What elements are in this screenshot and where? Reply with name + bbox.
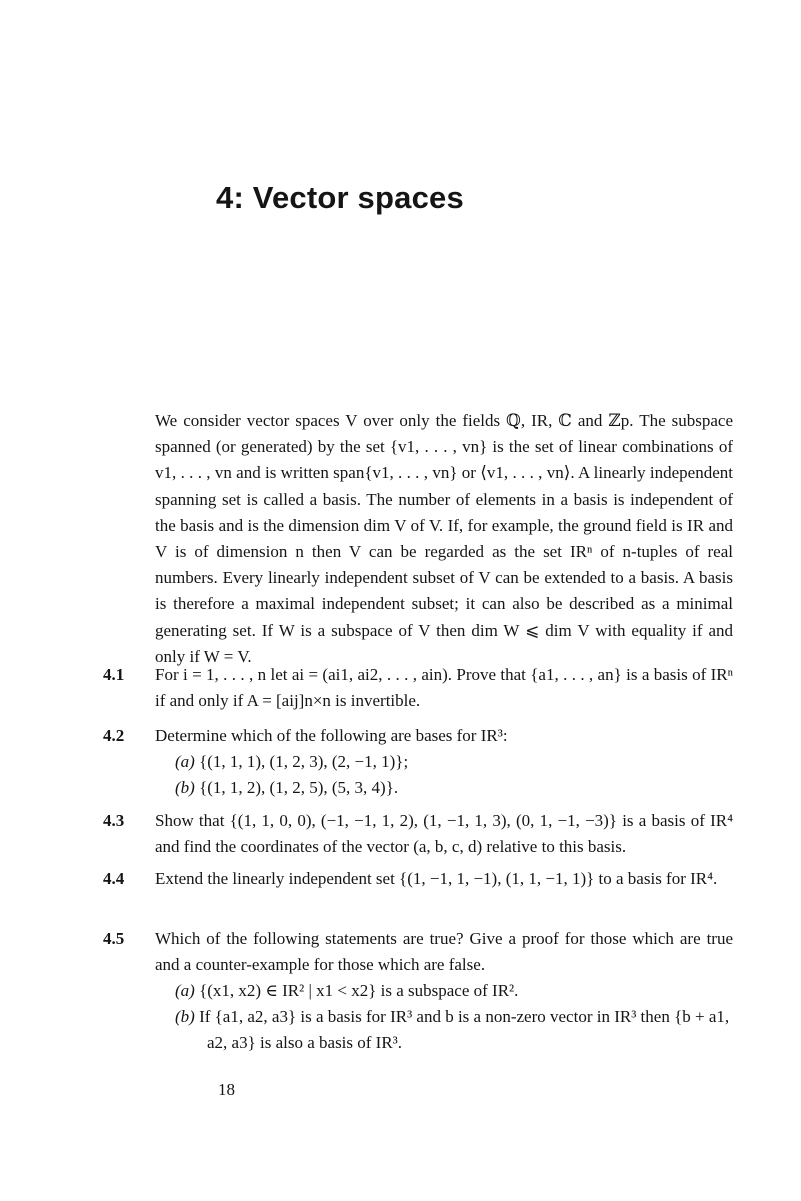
problem-4-1 [103, 662, 733, 714]
page-number: 18 [218, 1080, 235, 1099]
problem-number: 4.5 [103, 929, 125, 948]
problem-4-5 [103, 926, 733, 1056]
problem-part-b [155, 775, 733, 801]
problem-text: Show that {(1, 1, 0, 0), (−1, −1, 1, 2), (1, −1, 1, 3), (0, 1, −1, −3)} is a basis of IR⁴ and find the coordinates of the vector (a, b, c, d) relative to this basis. [155, 811, 733, 856]
chapter-title: 4: Vector spaces [216, 180, 464, 215]
part-text: If {a1, a2, a3} is a basis for IR³ and b is a non-zero vector in IR³ then {b + a1, a2, a3} is also a basis of IR³. [199, 1007, 730, 1052]
part-text: {(1, 1, 1), (1, 2, 3), (2, −1, 1)}; [199, 752, 409, 771]
problem-part-a [155, 749, 733, 775]
part-text: {(1, 1, 2), (1, 2, 5), (5, 3, 4)}. [199, 778, 399, 797]
problem-4-4 [103, 866, 733, 892]
part-text: {(x1, x2) ∈ IR² | x1 < x2} is a subspace of IR². [199, 981, 519, 1000]
part-label: (a) [175, 981, 195, 1000]
part-label: (b) [175, 1007, 195, 1026]
problem-number: 4.2 [103, 726, 125, 745]
problem-part-a [155, 978, 733, 1004]
problem-part-b [155, 1004, 733, 1056]
problem-number: 4.4 [103, 869, 125, 888]
problem-text: Determine which of the following are bases for IR³: [155, 726, 508, 745]
problem-4-3 [103, 808, 733, 860]
problem-text: Extend the linearly independent set {(1, −1, 1, −1), (1, 1, −1, 1)} to a basis for IR⁴. [155, 869, 718, 888]
part-label: (a) [175, 752, 195, 771]
problem-4-2 [103, 723, 733, 801]
problem-text: Which of the following statements are true? Give a proof for those which are true and a counter-example for those which are false. [155, 929, 733, 974]
problem-number: 4.1 [103, 665, 125, 684]
problem-number: 4.3 [103, 811, 125, 830]
part-label: (b) [175, 778, 195, 797]
problem-text: For i = 1, . . . , n let ai = (ai1, ai2, . . . , ain). Prove that {a1, . . . , an} is a basis of IRⁿ if and only if A = [aij]n×n is invertible. [155, 665, 733, 710]
intro-paragraph: We consider vector spaces V over only the fields ℚ, IR, ℂ and ℤp. The subspace spanned (or generated) by the set {v1, . . . , vn} is the set of linear combinations of v1, . . . , vn and is written span{v1, . . . , vn} or ⟨v1, . . . , vn⟩. A linearly independent spanning set is called a basis. The number of elements in a basis is independent of the basis and is the dimension dim V of V. If, for example, the ground field is IR and V is of dimension n then V can be regarded as the set IRⁿ of n-tuples of real numbers. Every linearly independent subset of V can be extended to a basis. A basis is therefore a maximal independent subset; it can also be described as a minimal generating set. If W is a subspace of V then dim W ⩽ dim V with equality if and only if W = V. [155, 411, 733, 666]
